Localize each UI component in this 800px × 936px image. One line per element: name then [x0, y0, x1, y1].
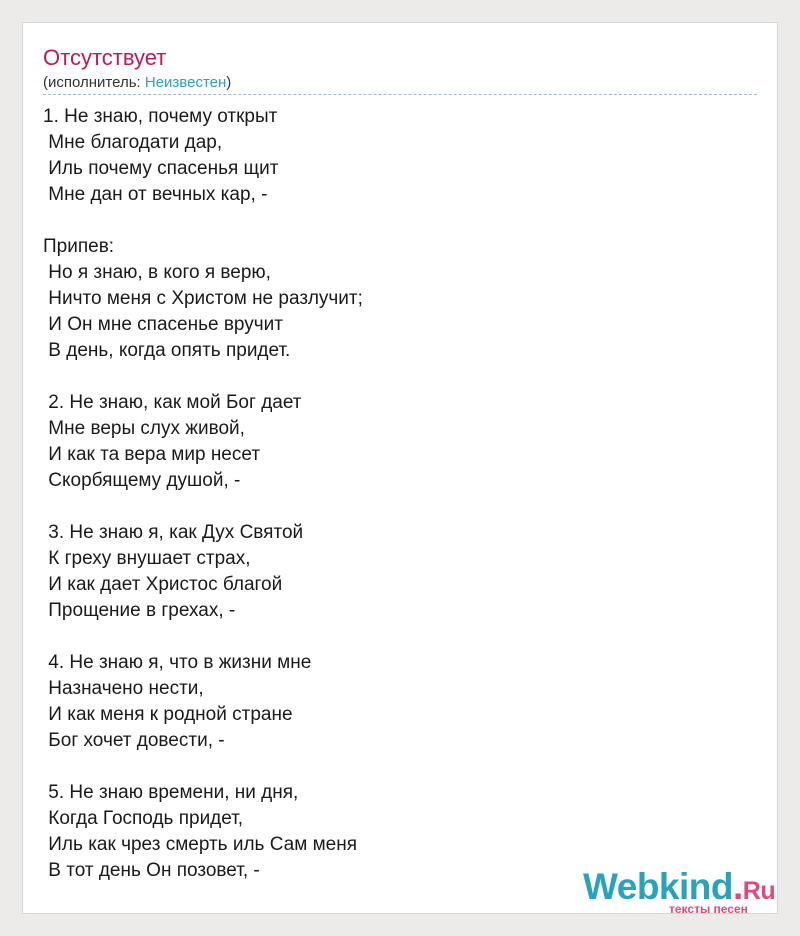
site-logo[interactable]: [583, 867, 783, 917]
lyric-line: И Он мне спасенье вручит: [43, 314, 283, 335]
lyric-line: В день, когда опять придет.: [43, 340, 291, 361]
song-title: Отсутствует: [43, 45, 167, 70]
lyric-line: Мне дан от вечных кар, -: [43, 184, 268, 205]
lyric-line: 4. Не знаю я, что в жизни мне: [43, 652, 312, 673]
lyric-line: 3. Не знаю я, как Дух Святой: [43, 522, 304, 543]
title-divider: [43, 94, 757, 95]
lyric-line: Когда Господь придет,: [43, 808, 244, 829]
lyric-line: Припев:: [43, 236, 115, 257]
lyric-line: [43, 494, 743, 520]
artist-prefix: (исполнитель:: [43, 74, 145, 91]
lyric-line: Иль почему спасенья щит: [43, 158, 279, 179]
lyric-line: Мне веры слух живой,: [43, 418, 245, 439]
logo-dot: .: [733, 866, 743, 907]
lyric-line: В тот день Он позовет, -: [43, 860, 260, 881]
lyric-line: [43, 208, 743, 234]
lyric-line: И как дает Христос благой: [43, 574, 283, 595]
lyric-line: [43, 754, 743, 780]
lyric-line: [43, 364, 743, 390]
lyric-line: Скорбящему душой, -: [43, 470, 241, 491]
lyric-line: И как та вера мир несет: [43, 444, 261, 465]
lyric-line: 1. Не знаю, почему открыт: [43, 106, 278, 127]
lyric-line: Иль как чрез смерть иль Сам меня: [43, 834, 357, 855]
artist-line: [43, 73, 231, 93]
lyric-line: Мне благодати дар,: [43, 132, 223, 153]
lyrics-card: [22, 22, 778, 914]
lyric-line: Но я знаю, в кого я верю,: [43, 262, 271, 283]
artist-suffix: ): [226, 74, 232, 91]
lyrics-text: [43, 104, 743, 884]
lyric-line: 2. Не знаю, как мой Бог дает: [43, 392, 302, 413]
lyric-line: Ничто меня с Христом не разлучит;: [43, 288, 363, 309]
logo-name: Webkind: [583, 866, 733, 907]
artist-link[interactable]: Неизвестен: [144, 74, 227, 91]
lyric-line: Назначено нести,: [43, 678, 204, 699]
lyric-line: 5. Не знаю времени, ни дня,: [43, 782, 299, 803]
lyric-line: Бог хочет довести, -: [43, 730, 225, 751]
logo-tagline: тексты песен: [669, 902, 748, 916]
lyric-line: [43, 624, 743, 650]
logo-tld: Ru: [742, 877, 776, 905]
lyric-line: Прощение в грехах, -: [43, 600, 236, 621]
lyric-line: К греху внушает страх,: [43, 548, 251, 569]
lyric-line: И как меня к родной стране: [43, 704, 293, 725]
